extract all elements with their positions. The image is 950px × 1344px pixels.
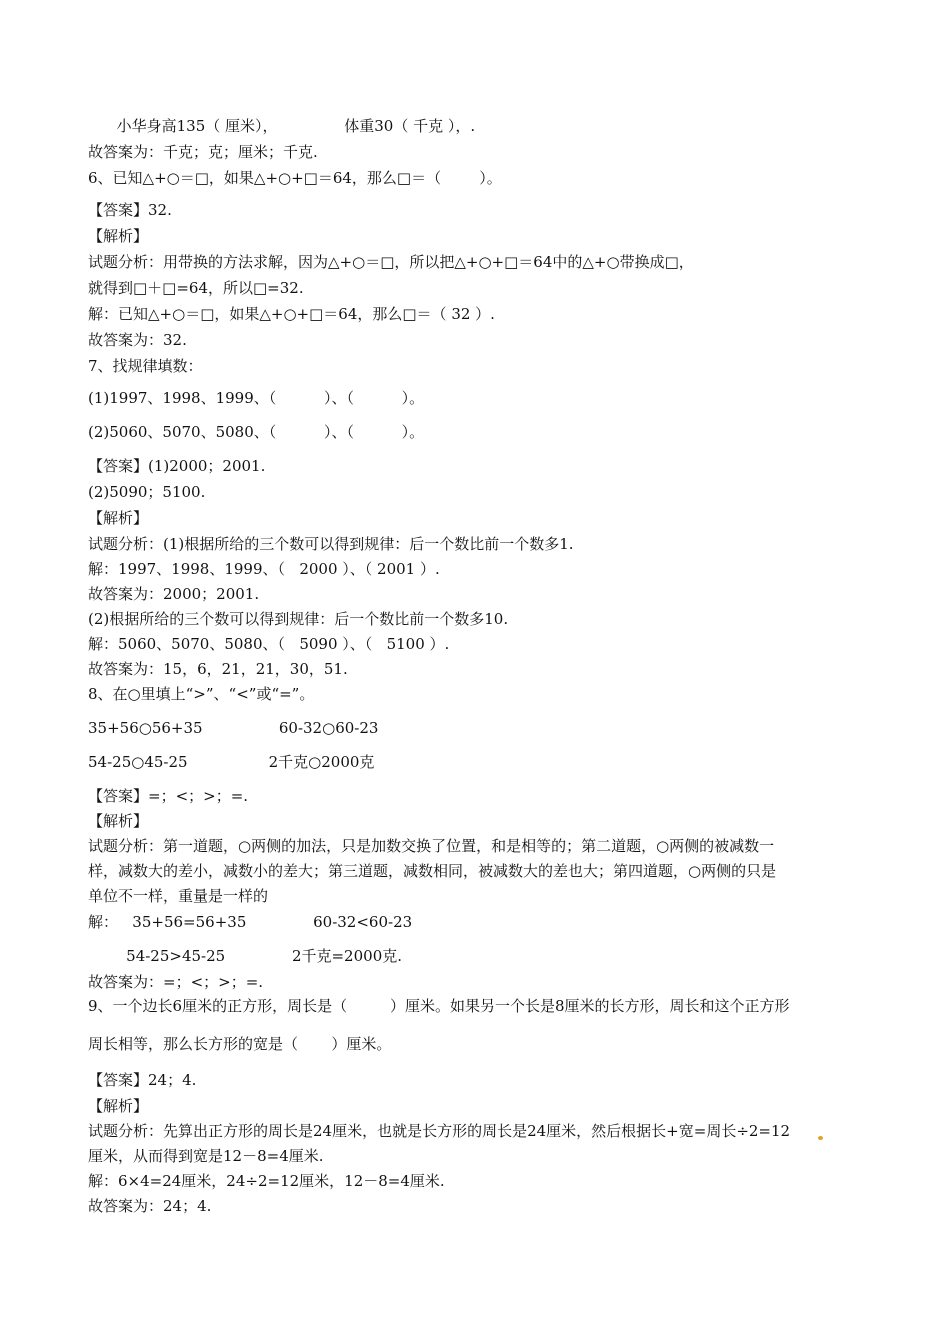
answer-label: 【答案】=；<；>；=.	[88, 787, 249, 805]
text-line: 试题分析：第一道题，○两侧的加法，只是加数交换了位置，和是相等的；第二道题，○两侧的被减数一	[88, 837, 775, 855]
question-9: 9、一个边长6厘米的正方形，周长是（ ）厘米。如果另一个长是8厘米的长方形，周长和这个正方形	[88, 997, 790, 1015]
text-line: 小华身高135（ 厘米）， 体重30（ 千克 ），.	[88, 117, 476, 135]
text-line: 54-25>45-25 2千克=2000克.	[88, 947, 403, 965]
text-line: (2)5060、5070、5080、（ ）、（ ）。	[88, 423, 425, 441]
text-line: 54-25○45-25 2千克○2000克	[88, 753, 375, 771]
text-line: 周长相等，那么长方形的宽是（ ）厘米。	[88, 1035, 392, 1053]
analysis-label: 【解析】	[88, 812, 149, 830]
text-line: 解： 35+56=56+35 60-32<60-23	[88, 913, 413, 931]
analysis-label: 【解析】	[88, 509, 149, 527]
question-6: 6、已知△+○＝□，如果△+○+□＝64，那么□＝（ ）。	[88, 169, 502, 187]
text-line: 35+56○56+35 60-32○60-23	[88, 719, 379, 737]
text-line: 试题分析：(1)根据所给的三个数可以得到规律：后一个数比前一个数多1.	[88, 535, 574, 553]
text-line: 样，减数大的差小，减数小的差大；第三道题，减数相同，被减数大的差也大；第四道题，○两侧的只是	[88, 862, 777, 880]
text-line: 试题分析：用带换的方法求解，因为△+○＝□，所以把△+○+□＝64中的△+○带换成□，	[88, 253, 694, 271]
text-line: 解：6×4=24厘米，24÷2=12厘米，12－8=4厘米.	[88, 1172, 445, 1190]
text-line: (1)1997、1998、1999、（ ）、（ ）。	[88, 389, 425, 407]
answer-label: 【答案】24；4.	[88, 1071, 197, 1089]
text-line: 故答案为：2000；2001.	[88, 585, 260, 603]
text-line: 试题分析：先算出正方形的周长是24厘米，也就是长方形的周长是24厘米，然后根据长+宽=周长÷2=12	[88, 1122, 791, 1140]
analysis-label: 【解析】	[88, 227, 149, 245]
question-8: 8、在○里填上“>”、“<”或“=”。	[88, 685, 315, 703]
ink-dot-mark	[818, 1136, 823, 1140]
text-line: 故答案为：=；<；>；=.	[88, 973, 264, 991]
text-line: 故答案为：15，6，21，21，30，51.	[88, 660, 348, 678]
text-line: (2)5090；5100.	[88, 483, 206, 501]
text-line: 故答案为：32.	[88, 331, 187, 349]
text-line: 厘米，从而得到宽是12－8=4厘米.	[88, 1147, 324, 1165]
text-line: 故答案为：千克；克；厘米；千克.	[88, 143, 318, 161]
text-line: 单位不一样，重量是一样的	[88, 887, 269, 905]
text-line: 解：已知△+○＝□，如果△+○+□＝64，那么□＝（ 32 ）.	[88, 305, 495, 323]
analysis-label: 【解析】	[88, 1097, 149, 1115]
question-7: 7、找规律填数：	[88, 357, 203, 375]
answer-label: 【答案】32.	[88, 201, 172, 219]
text-line: 故答案为：24；4.	[88, 1197, 212, 1215]
text-line: 解：5060、5070、5080、（ 5090 ）、（ 5100 ）.	[88, 635, 450, 653]
text-line: (2)根据所给的三个数可以得到规律：后一个数比前一个数多10.	[88, 610, 509, 628]
text-line: 就得到□＋□=64，所以□=32.	[88, 279, 304, 297]
answer-label: 【答案】(1)2000；2001.	[88, 457, 266, 475]
text-line: 解：1997、1998、1999、（ 2000 ）、（ 2001 ）.	[88, 560, 440, 578]
